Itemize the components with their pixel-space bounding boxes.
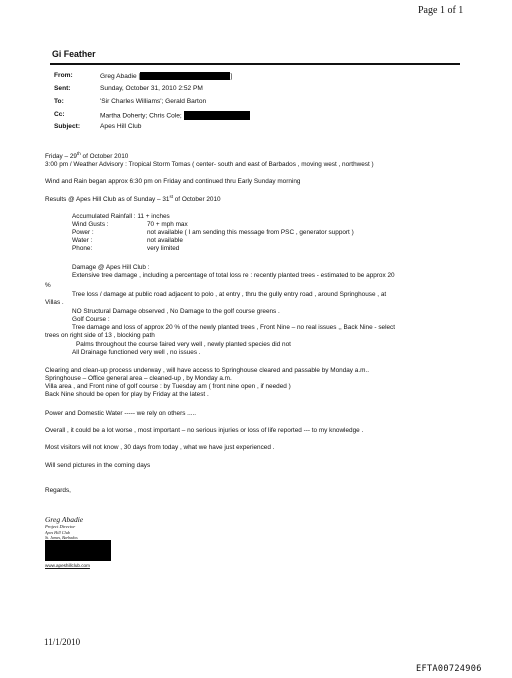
pictures-line: Will send pictures in the coming days (45, 462, 151, 469)
golf-line: trees on right side of 13 , blocking path (45, 332, 155, 339)
phone-value: very limited (147, 245, 180, 252)
from-field (100, 72, 232, 81)
to-label: To: (54, 98, 64, 105)
power-value: not available ( I am sending this message from PSC , generator support ) (147, 229, 354, 236)
cleanup-line: Villa area , and Front nine of golf course : by Tuesday am ( front nine open , if needed ) (45, 383, 291, 390)
to-value: 'Sir Charles Williams'; Gerald Barton (100, 98, 207, 105)
wind-rain-line: Wind and Rain began approx 6:30 pm on Friday and continued thru Early Sunday morning (45, 178, 301, 185)
power-water-line: Power and Domestic Water ----- we rely on others ..... (45, 410, 197, 417)
sent-label: Sent: (54, 85, 71, 92)
date-line: Friday – 29th of October 2010 (45, 151, 129, 160)
damage-line: % (45, 282, 51, 289)
damage-line: Extensive tree damage , including a percentage of total loss re : recently planted trees - estimated to be approx 20 (72, 272, 395, 279)
header-divider (50, 63, 460, 65)
water-label: Water : (72, 237, 93, 244)
tree-loss-line: Villas . (45, 299, 64, 306)
signature-web-link[interactable]: www.apeshillclub.com (45, 563, 90, 568)
sent-value: Sunday, October 31, 2010 2:52 PM (100, 85, 203, 92)
sender-name: Gi Feather (52, 49, 96, 59)
redaction-block (184, 111, 250, 120)
results-line: Results @ Apes Hill Club as of Sunday – 31st of October 2010 (45, 194, 221, 203)
gusts-value: 70 + mph max (147, 221, 188, 228)
golf-line: Tree damage and loss of approx 20 % of the newly planted trees , Front Nine – no real issues ,, Back Nine - select (72, 324, 396, 331)
overall-line: Overall , it could be a lot worse , most important – no serious injuries or loss of life reported --- to my knowledge . (45, 427, 364, 434)
structural-line: NO Structural Damage observed , No Damage to the golf course greens . (72, 308, 280, 315)
signature-name: Greg Abadie (45, 515, 84, 524)
tree-loss-line: Tree loss / damage at public road adjacent to polo , at entry , thru the gully entry road , around Springhouse , at (72, 291, 387, 298)
cleanup-line: Back Nine should be open for play by Friday at the latest . (45, 391, 209, 398)
cc-label: Cc: (54, 111, 65, 118)
from-close: ] (230, 72, 233, 80)
cc-value: Martha Doherty; Chris Cole; (100, 112, 182, 120)
rainfall-line: Accumulated Rainfall : 11 + inches (72, 213, 170, 220)
water-value: not available (147, 237, 183, 244)
gusts-label: Wind Gusts : (72, 221, 109, 228)
power-label: Power : (72, 229, 94, 236)
signature-place: St. James, Barbados (45, 535, 78, 540)
cc-field (100, 111, 250, 120)
golf-course-heading: Golf Course : (72, 316, 110, 323)
regards-line: Regards, (45, 487, 71, 494)
page-number: Page 1 of 1 (418, 5, 464, 16)
from-value: Greg Abadie [ (100, 72, 141, 80)
damage-heading: Damage @ Apes Hill Club : (72, 264, 150, 271)
signature-org: Apes Hill Club (45, 530, 70, 535)
visitors-line: Most visitors will not know , 30 days from today , what we have just experienced . (45, 444, 275, 451)
phone-label: Phone: (72, 245, 93, 252)
redaction-block (45, 540, 111, 561)
signature-title: Project Director (45, 524, 76, 529)
palms-line: Palms throughout the course faired very well , newly planted species did not (76, 341, 291, 348)
drainage-line: All Drainage functioned very well , no issues . (72, 349, 201, 356)
footer-date: 11/1/2010 (44, 637, 81, 647)
subject-label: Subject: (54, 123, 81, 130)
bates-number: EFTA00724906 (416, 664, 482, 674)
cleanup-line: Clearing and clean-up process underway , will have access to Springhouse cleared and passable by Monday a.m.. (45, 367, 369, 374)
advisory-line: 3:00 pm / Weather Advisory : Tropical Storm Tomas ( center- south and east of Barbados , moving west , northwest ) (45, 161, 374, 168)
from-label: From: (54, 72, 73, 79)
subject-value: Apes Hill Club (100, 123, 142, 130)
cleanup-line: Springhouse – Office general area – cleaned-up , by Monday a.m. (45, 375, 232, 382)
redaction-block (140, 72, 233, 80)
